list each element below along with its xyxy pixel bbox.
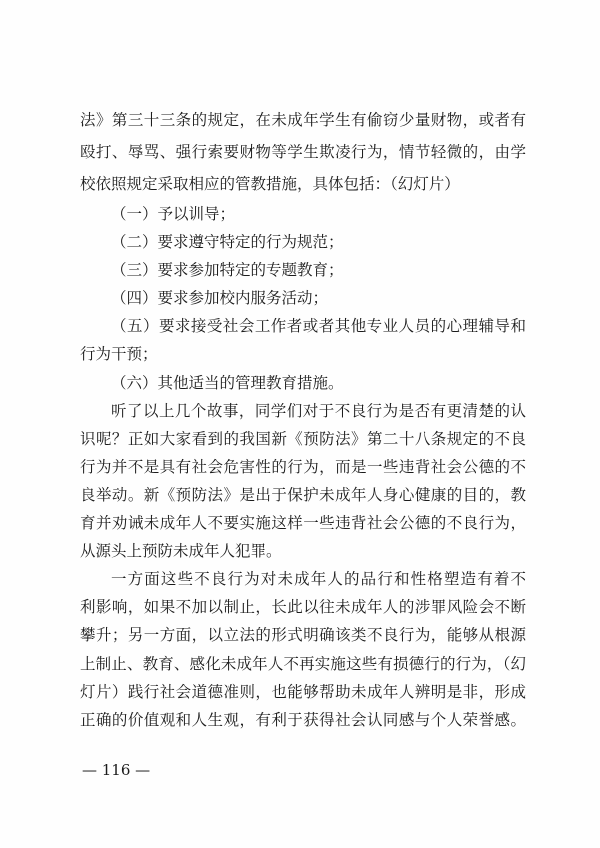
text-line: 正确的价值观和人生观，有利于获得社会认同感与个人荣誉感。 bbox=[80, 710, 526, 729]
text-line: 从源头上预防未成年人犯罪。 bbox=[80, 542, 282, 561]
text-line: 一方面这些不良行为对未成年人的品行和性格塑造有着不 bbox=[111, 570, 526, 589]
body-text bbox=[80, 104, 526, 734]
text-line: 校依照规定采取相应的管教措施，具体包括：（幻灯片） bbox=[80, 175, 460, 193]
text-line: 听了以上几个故事，同学们对于不良行为是否有更清楚的认 bbox=[111, 401, 526, 420]
text-line: 上制止、教育、感化未成年人不再实施这些有损德行的行为，（幻 bbox=[80, 654, 526, 673]
list-item: （一）予以训导； bbox=[111, 205, 236, 223]
measures-list bbox=[80, 200, 526, 397]
text-line: 育并劝诫未成年人不要实施这样一些违背社会公德的不良行为， bbox=[80, 514, 526, 533]
list-item: （三）要求参加特定的专题教育； bbox=[111, 261, 344, 280]
page-number: — 116 — bbox=[82, 761, 151, 779]
list-item: （四）要求参加校内服务活动； bbox=[111, 289, 329, 308]
text-line: 法》第三十三条的规定，在未成年学生有偷窃少量财物，或者有 bbox=[80, 111, 526, 129]
text-line: 识呢？正如大家看到的我国新《预防法》第二十八条规定的不良 bbox=[80, 429, 526, 448]
text-line: 行为并不是具有社会危害性的行为，而是一些违背社会公德的不 bbox=[80, 457, 526, 476]
intro-paragraph bbox=[80, 104, 526, 200]
paragraph bbox=[80, 397, 526, 566]
list-item-continuation: 行为干预； bbox=[80, 345, 158, 364]
list-item: （二）要求遵守特定的行为规范； bbox=[111, 233, 344, 252]
list-item: （五）要求接受社会工作者或者其他专业人员的心理辅导和 bbox=[111, 317, 526, 336]
text-line: 良举动。新《预防法》是出于保护未成年人身心健康的目的，教 bbox=[80, 485, 526, 504]
text-line: 灯片）践行社会道德准则，也能够帮助未成年人辨明是非，形成 bbox=[80, 682, 526, 701]
text-line: 利影响，如果不加以制止，长此以往未成年人的涉罪风险会不断 bbox=[80, 598, 526, 617]
text-line: 攀升；另一方面，以立法的形式明确该类不良行为，能够从根源 bbox=[80, 626, 526, 645]
list-item: （六）其他适当的管理教育措施。 bbox=[111, 373, 344, 392]
paragraph bbox=[80, 565, 526, 734]
text-line: 殴打、辱骂、强行索要财物等学生欺凌行为，情节轻微的，由学 bbox=[80, 143, 526, 161]
